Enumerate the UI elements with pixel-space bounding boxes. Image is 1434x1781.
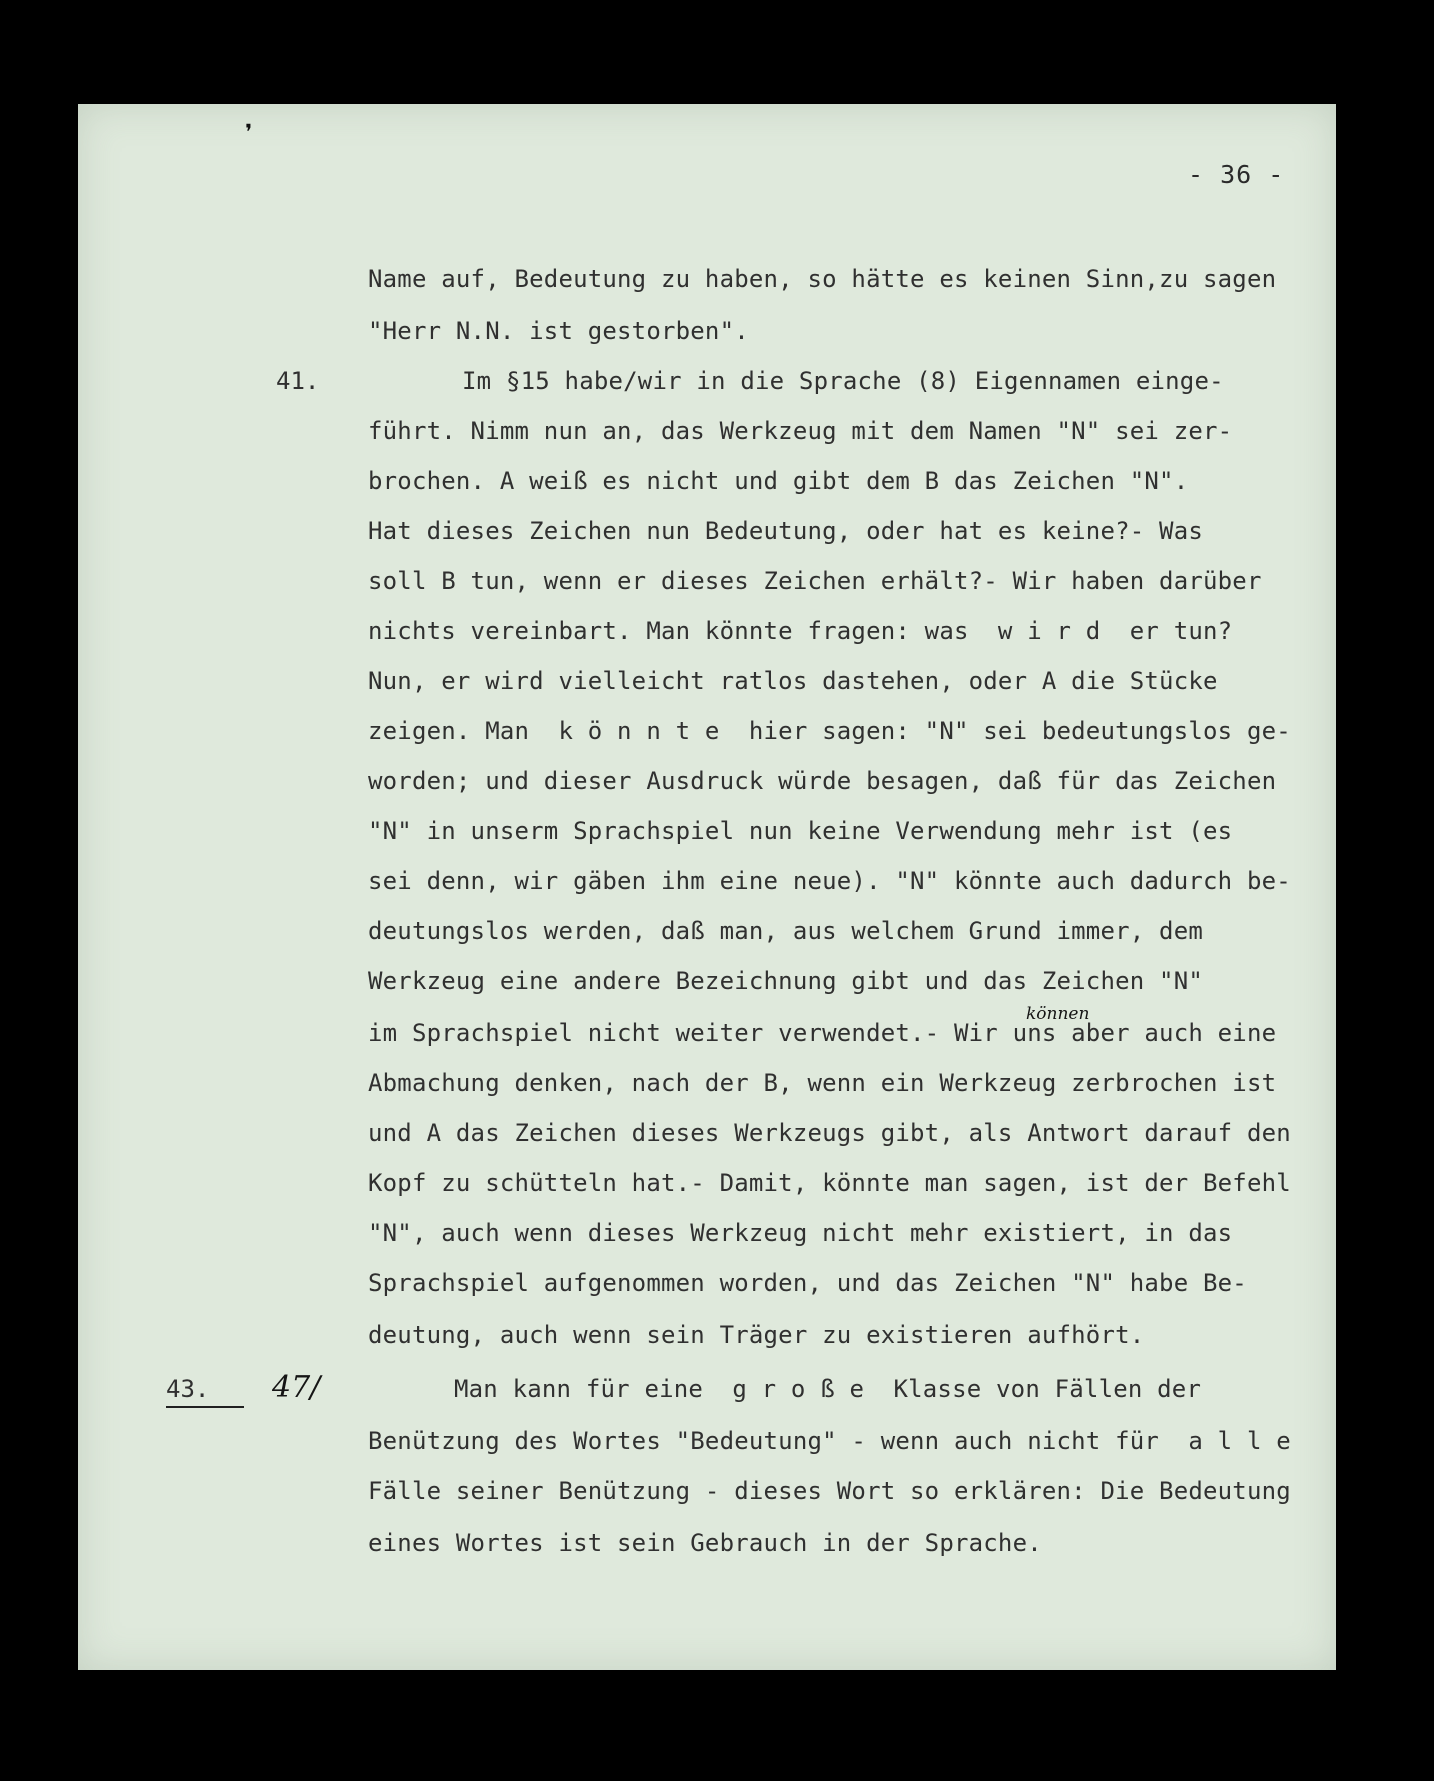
- text-line: "N", auch wenn dieses Werkzeug nicht mehr existiert, in das: [368, 1219, 1233, 1247]
- text-line: führt. Nimm nun an, das Werkzeug mit dem Namen "N" sei zer-: [368, 417, 1233, 445]
- text-line: Abmachung denken, nach der B, wenn ein Werkzeug zerbrochen ist: [368, 1069, 1277, 1097]
- handwritten-section-number: 47/: [272, 1370, 321, 1405]
- text-line: deutungslos werden, daß man, aus welchem Grund immer, dem: [368, 917, 1204, 945]
- text-line: Fälle seiner Benützung - dieses Wort so erklären: Die Bedeutung: [368, 1477, 1291, 1505]
- text-line: Werkzeug eine andere Bezeichnung gibt und das Zeichen "N": [368, 967, 1204, 995]
- text-line: Nun, er wird vielleicht ratlos dastehen, oder A die Stücke: [368, 667, 1218, 695]
- text-line: im Sprachspiel nicht weiter verwendet.- Wir uns aber auch eine: [368, 1019, 1277, 1047]
- text-line: "Herr N.N. ist gestorben".: [368, 317, 749, 345]
- text-line: zeigen. Man k ö n n t e hier sagen: "N" sei bedeutungslos ge-: [368, 717, 1291, 745]
- text-line: Sprachspiel aufgenommen worden, und das Zeichen "N" habe Be-: [368, 1269, 1247, 1297]
- text-line: worden; und dieser Ausdruck würde besagen, daß für das Zeichen: [368, 767, 1277, 795]
- text-line: sei denn, wir gäben ihm eine neue). "N" könnte auch dadurch be-: [368, 867, 1291, 895]
- text-line: Man kann für eine g r o ß e Klasse von Fällen der: [454, 1375, 1202, 1403]
- text-line: soll B tun, wenn er dieses Zeichen erhält?- Wir haben darüber: [368, 567, 1262, 595]
- text-line: deutung, auch wenn sein Träger zu existieren aufhört.: [368, 1321, 1145, 1349]
- page-number: - 36 -: [1188, 160, 1285, 189]
- text-line: Name auf, Bedeutung zu haben, so hätte es keinen Sinn,zu sagen: [368, 265, 1277, 293]
- text-line: und A das Zeichen dieses Werkzeugs gibt, als Antwort darauf den: [368, 1119, 1291, 1147]
- section-number-41: 41.: [276, 367, 320, 395]
- text-line: brochen. A weiß es nicht und gibt dem B das Zeichen "N".: [368, 467, 1189, 495]
- text-line: "N" in unserm Sprachspiel nun keine Verwendung mehr ist (es: [368, 817, 1233, 845]
- text-line: Hat dieses Zeichen nun Bedeutung, oder hat es keine?- Was: [368, 517, 1204, 545]
- section-number-43: 43.: [166, 1374, 244, 1408]
- text-line: eines Wortes ist sein Gebrauch in der Sprache.: [368, 1529, 1042, 1557]
- text-line: Benützung des Wortes "Bedeutung" - wenn auch nicht für a l l e: [368, 1427, 1291, 1455]
- ink-mark: ❜: [240, 118, 257, 151]
- text-line: nichts vereinbart. Man könnte fragen: was w i r d er tun?: [368, 617, 1233, 645]
- text-line: Im §15 habe/wir in die Sprache (8) Eigennamen einge-: [462, 367, 1224, 395]
- text-line: Kopf zu schütteln hat.- Damit, könnte man sagen, ist der Befehl: [368, 1169, 1291, 1197]
- handwritten-insertion: können: [1026, 1004, 1090, 1024]
